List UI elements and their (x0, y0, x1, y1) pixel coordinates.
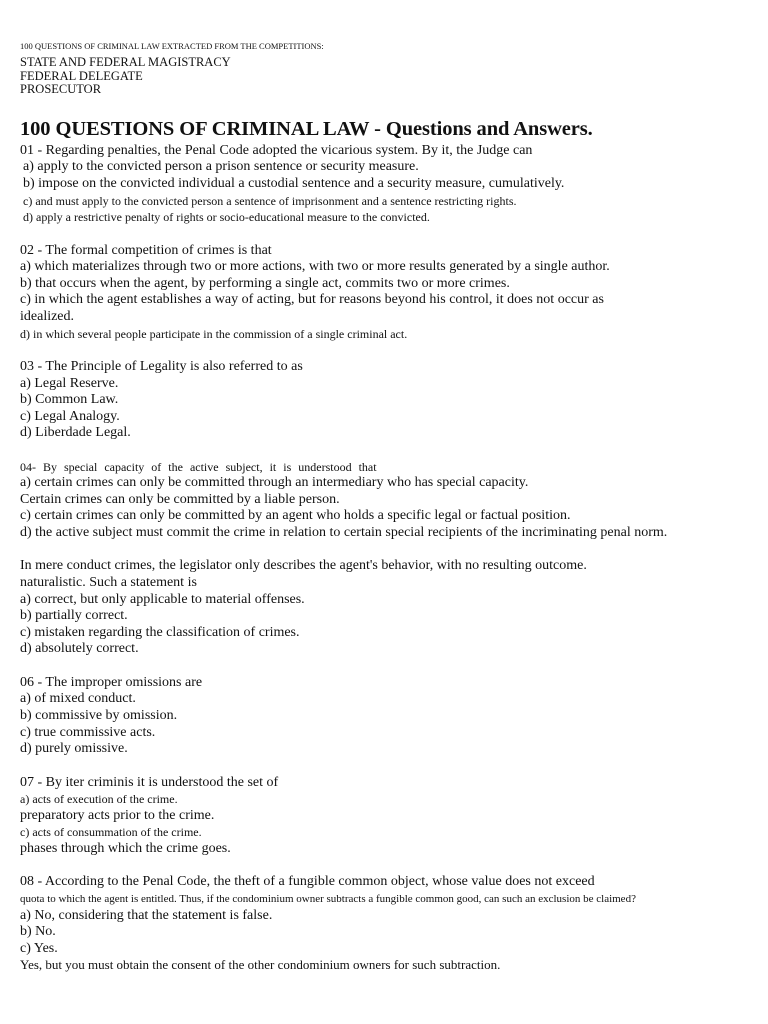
question-prompt: In mere conduct crimes, the legislator only describes the agent's behavior, with no resulting outcome. (20, 558, 587, 574)
source-line: 100 QUESTIONS OF CRIMINAL LAW EXTRACTED FROM THE COMPETITIONS: (20, 41, 324, 51)
answer-option: a) apply to the convicted person a prison sentence or security measure. (23, 159, 419, 175)
question-prompt: 06 - The improper omissions are (20, 674, 203, 690)
page-title: 100 QUESTIONS OF CRIMINAL LAW - Questions and Answers. (20, 117, 593, 140)
answer-option: b) that occurs when the agent, by performing a single act, commits two or more crimes. (20, 275, 510, 291)
answer-option: b) partially correct. (20, 608, 128, 624)
question-spacer (20, 858, 768, 875)
question-spacer (20, 342, 768, 359)
answer-option: b) impose on the convicted individual a custodial sentence and a security measure, cumulatively. (23, 175, 565, 191)
answer-option: c) acts of consummation of the crime. (20, 825, 202, 840)
question-prompt: 07 - By iter criminis it is understood the set of (20, 774, 279, 790)
question-spacer (20, 226, 768, 243)
exam-name: FEDERAL DELEGATE (20, 68, 143, 83)
answer-option: Yes, but you must obtain the consent of the other condominium owners for such subtraction. (20, 957, 501, 973)
question-block (20, 874, 768, 974)
answer-option: a) of mixed conduct. (20, 691, 136, 707)
question-block (20, 775, 768, 858)
exam-name: PROSECUTOR (20, 82, 102, 97)
answer-option: d) in which several people participate in the commission of a single criminal act. (20, 326, 408, 341)
answer-option: d) purely omissive. (20, 741, 128, 757)
answer-option: b) No. (20, 924, 56, 940)
answer-option: d) Liberdade Legal. (20, 425, 131, 441)
answer-option: a) acts of execution of the crime. (20, 792, 178, 807)
question-spacer (20, 658, 768, 675)
question-block (20, 459, 768, 542)
question-block (20, 675, 768, 758)
exam-name: STATE AND FEDERAL MAGISTRACY (20, 55, 231, 69)
question-prompt-continued: quota to which the agent is entitled. Thus, if the condominium owner subtracts a fungible common good, can such an exclusion be claimed? (20, 892, 636, 905)
question-prompt: 08 - According to the Penal Code, the theft of a fungible common object, whose value does not exceed (20, 874, 595, 890)
answer-option: c) mistaken regarding the classification of crimes. (20, 624, 300, 640)
answer-option: d) apply a restrictive penalty of rights or socio-educational measure to the convicted. (23, 210, 430, 225)
answer-option: c) in which the agent establishes a way of acting, but for reasons beyond his control, it does not occur as (20, 292, 604, 308)
question-block (20, 143, 768, 226)
answer-option: preparatory acts prior to the crime. (20, 807, 215, 823)
answer-option: phases through which the crime goes. (20, 840, 231, 856)
question-spacer (20, 442, 768, 459)
answer-option: c) certain crimes can only be committed by an agent who holds a specific legal or factual position. (20, 508, 571, 524)
question-block (20, 243, 768, 343)
question-prompt: 01 - Regarding penalties, the Penal Code adopted the vicarious system. By it, the Judge can (20, 142, 533, 158)
answer-option: c) and must apply to the convicted person a sentence of imprisonment and a sentence restricting rights. (23, 193, 517, 208)
answer-option: c) Yes. (20, 940, 58, 956)
document-header (20, 40, 768, 97)
question-block (20, 558, 768, 658)
question-spacer (20, 542, 768, 559)
answer-option: d) absolutely correct. (20, 641, 139, 657)
answer-option: a) which materializes through two or more actions, with two or more results generated by a single author. (20, 259, 610, 275)
question-prompt: 04- By special capacity of the active subject, it is understood that (20, 459, 377, 474)
answer-option: d) the active subject must commit the crime in relation to certain special recipients of the incriminating penal norm. (20, 525, 668, 541)
question-block (20, 359, 768, 442)
question-prompt-continued: naturalistic. Such a statement is (20, 575, 197, 591)
answer-option: b) commissive by omission. (20, 707, 178, 723)
question-spacer (20, 758, 768, 775)
answer-option: b) Common Law. (20, 392, 119, 408)
question-prompt: 03 - The Principle of Legality is also referred to as (20, 358, 303, 374)
answer-option: Certain crimes can only be committed by a liable person. (20, 491, 340, 507)
answer-option: c) Legal Analogy. (20, 408, 120, 424)
answer-option: a) correct, but only applicable to material offenses. (20, 591, 305, 607)
question-prompt: 02 - The formal competition of crimes is that (20, 242, 272, 258)
answer-option: a) Legal Reserve. (20, 375, 119, 391)
answer-option-continued: idealized. (20, 308, 75, 324)
answer-option: a) No, considering that the statement is false. (20, 907, 273, 923)
answer-option: a) certain crimes can only be committed through an intermediary who has special capacity. (20, 475, 529, 491)
answer-option: c) true commissive acts. (20, 724, 156, 740)
